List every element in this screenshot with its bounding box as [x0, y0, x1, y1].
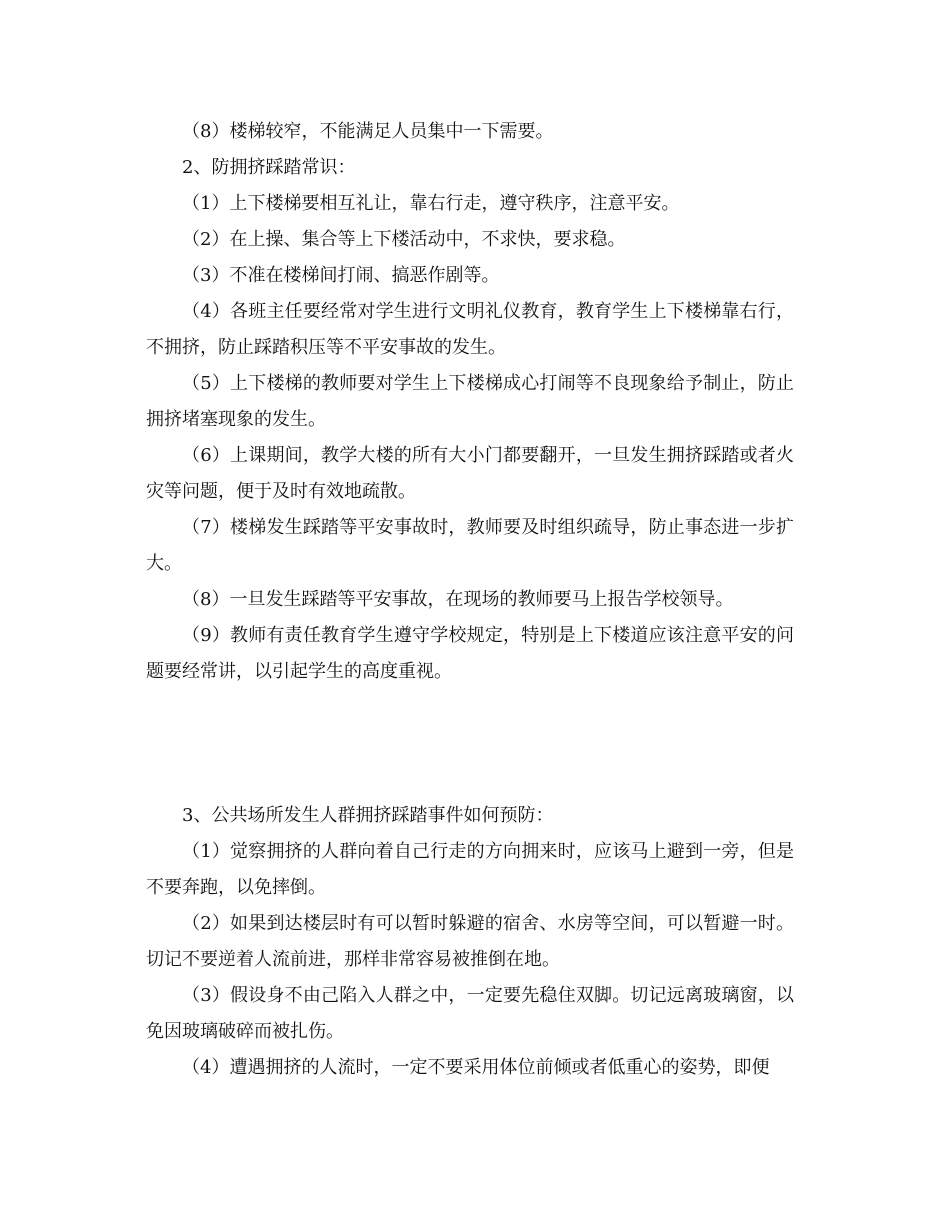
section-2-heading: 2、防拥挤踩踏常识： — [182, 157, 356, 178]
paragraph-knowledge-1: （1）上下楼梯要相互礼让，靠右行走，遵守秩序，注意平安。 — [182, 193, 680, 214]
section-public-place-prevention — [146, 798, 794, 1086]
section-causes-continued — [146, 114, 794, 150]
section-3-heading: 3、公共场所发生人群拥挤踩踏事件如何预防： — [182, 805, 554, 826]
paragraph-knowledge-5: （5）上下楼梯的教师要对学生上下楼梯成心打闹等不良现象给予制止，防止拥挤堵塞现象的发生。 — [146, 373, 794, 430]
paragraph-knowledge-7: （7）楼梯发生踩踏等平安事故时，教师要及时组织疏导，防止事态进一步扩大。 — [146, 517, 794, 574]
paragraph-knowledge-8: （8）一旦发生踩踏等平安事故，在现场的教师要马上报告学校领导。 — [182, 589, 734, 610]
paragraph-knowledge-3: （3）不准在楼梯间打闹、搞恶作剧等。 — [182, 265, 500, 286]
section-anti-crowding-knowledge — [146, 150, 794, 690]
paragraph-cause-8: （8）楼梯较窄，不能满足人员集中一下需要。 — [182, 121, 554, 142]
paragraph-prevention-3: （3）假设身不由己陷入人群之中，一定要先稳住双脚。切记远离玻璃窗，以免因玻璃破碎而被扎伤。 — [146, 985, 794, 1042]
paragraph-knowledge-6: （6）上课期间，教学大楼的所有大小门都要翻开，一旦发生拥挤踩踏或者火灾等问题，便于及时有效地疏散。 — [146, 445, 794, 502]
paragraph-knowledge-9: （9）教师有责任教育学生遵守学校规定，特别是上下楼道应该注意平安的问题要经常讲，以引起学生的高度重视。 — [146, 625, 794, 682]
section-spacer — [146, 690, 794, 798]
paragraph-prevention-1: （1）觉察拥挤的人群向着自己行走的方向拥来时，应该马上避到一旁，但是不要奔跑，以免摔倒。 — [146, 841, 794, 898]
paragraph-knowledge-2: （2）在上操、集合等上下楼活动中，不求快，要求稳。 — [182, 229, 626, 250]
paragraph-prevention-4: （4）遭遇拥挤的人流时，一定不要采用体位前倾或者低重心的姿势，即便 — [182, 1057, 770, 1078]
paragraph-prevention-2: （2）如果到达楼层时有可以暂时躲避的宿舍、水房等空间，可以暂避一时。切记不要逆着人流前进，那样非常容易被推倒在地。 — [146, 913, 794, 970]
paragraph-knowledge-4: （4）各班主任要经常对学生进行文明礼仪教育，教育学生上下楼梯靠右行，不拥挤，防止踩踏积压等不平安事故的发生。 — [146, 301, 794, 358]
document-body — [146, 114, 794, 1086]
